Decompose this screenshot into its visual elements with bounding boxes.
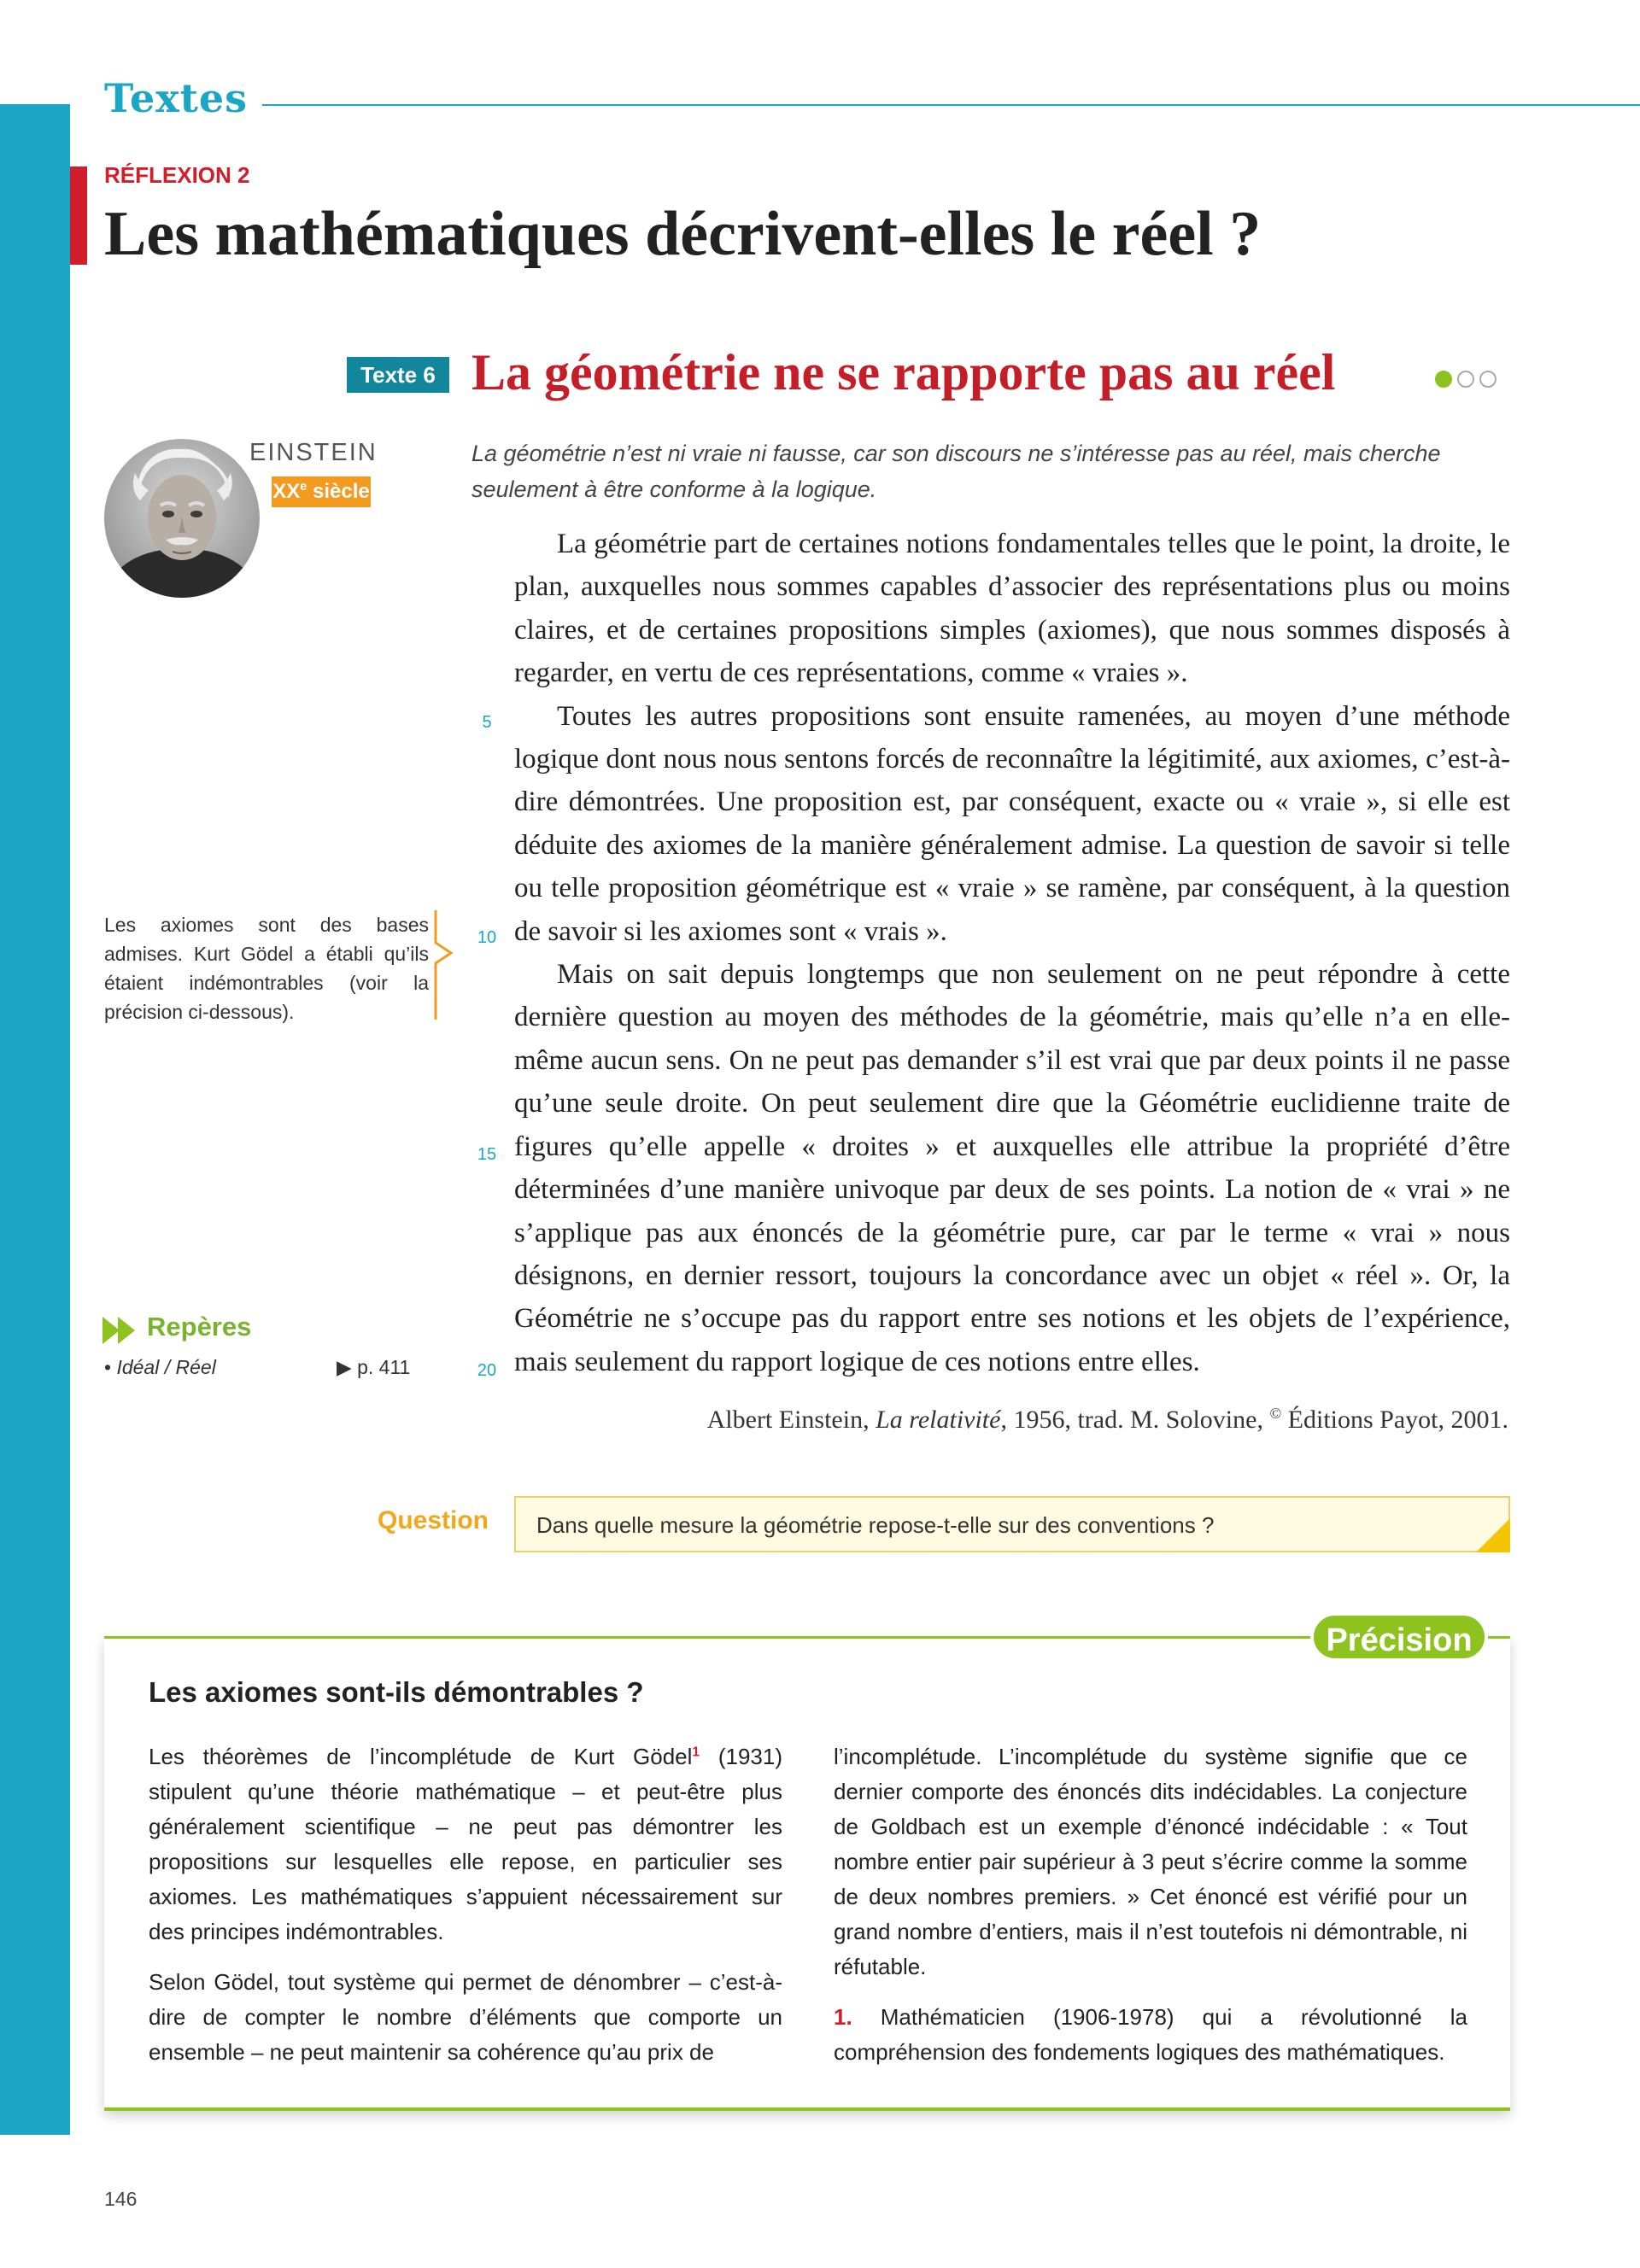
texte-badge: Texte 6 xyxy=(347,357,449,393)
margin-note-bracket-icon xyxy=(434,909,456,1021)
difficulty-dot-3 xyxy=(1479,371,1496,388)
precision-p1-end: (1931) stipulent qu’une théorie mathématique – et peut-être plus généralement scientifique – ne peut pas démontrer les propositions sur lesquelles elle repose, en particulier ses axiomes. Les mathématiques s’appuient nécessairement sur des principes indémontrables. xyxy=(149,1744,782,1944)
question-corner-icon xyxy=(1476,1518,1510,1552)
page-number: 146 xyxy=(104,2188,138,2210)
reperes-page-ref[interactable]: ▶ p. 411 xyxy=(337,1356,411,1378)
reperes-title: Repères xyxy=(147,1312,252,1342)
footnote-number: 1. xyxy=(834,2004,852,2030)
section-title: Textes xyxy=(104,75,249,121)
era-century: XX xyxy=(272,480,301,503)
einstein-portrait-image xyxy=(104,439,260,598)
main-text xyxy=(514,523,1510,1383)
source-citation xyxy=(512,1406,1508,1435)
citation-publisher: Éditions Payot, 2001. xyxy=(1281,1406,1508,1434)
precision-paragraph-1 xyxy=(149,1739,782,1949)
citation-copyright: © xyxy=(1269,1405,1282,1422)
precision-footnote xyxy=(834,2000,1467,2070)
reperes-item: • Idéal / Réel xyxy=(104,1356,216,1378)
era-badge xyxy=(272,476,371,507)
precision-tab: Précision xyxy=(1310,1612,1488,1662)
era-suffix: siècle xyxy=(307,480,370,503)
difficulty-dot-2 xyxy=(1457,371,1474,388)
line-number-5: 5 xyxy=(482,713,492,732)
main-text-paragraph-1: La géométrie part de certaines notions fondamentales telles que le point, la droite, le plan, auxquelles nous sommes capables d’associer des représentations plus ou moins claires, et de certaines propositions simples (axiomes), que nous sommes disposés à regarder, en vertu de ces représentations, comme « vraies ». xyxy=(514,529,1510,689)
reperes-item-label: Idéal / Réel xyxy=(116,1356,216,1378)
section-rule xyxy=(262,104,1640,106)
title-red-marker xyxy=(70,167,87,265)
difficulty-dot-1 xyxy=(1435,371,1452,388)
question-text: Dans quelle mesure la géométrie repose-t-elle sur des conventions ? xyxy=(536,1512,1215,1538)
double-arrow-icon xyxy=(102,1315,144,1346)
main-text-paragraph-3: Mais on sait depuis longtemps que non seulement on ne peut répondre à cette dernière question au moyen des méthodes de la géométrie, mais qu’elle n’a en elle-même aucun sens. On ne peut pas demander s’il est vrai que par deux points il ne passe qu’une seule droite. On peut seulement dire que la Géométrie euclidienne traite de figures qu’elle appelle « droites » et auxquelles elle attribue la propriété d’être déterminées d’une manière univoque par deux de ses points. La notion de « vrai » ne s’applique pas aux énoncés de la géométrie pure, car par le terme « vrai » nous désignons, en dernier ressort, toujours la concordance avec un objet « réel ». Or, la Géométrie ne s’occupe pas du rapport entre ses notions et les objets de l’expérience, mais seulement du rapport logique de ces notions entre elles. xyxy=(514,959,1510,1377)
difficulty-indicator xyxy=(1435,371,1496,389)
precision-column-1 xyxy=(149,1739,782,2085)
line-number-15: 15 xyxy=(477,1145,497,1164)
author-name: EINSTEIN xyxy=(249,439,378,466)
section-header xyxy=(104,75,1640,126)
precision-paragraph-2: Selon Gödel, tout système qui permet de dénombrer – c’est-à-dire de compter le nombre d’éléments que comporte un ensemble – ne peut maintenir sa cohérence qu’au prix de xyxy=(149,1969,782,2065)
citation-details: , 1956, trad. M. Solovine, xyxy=(1000,1406,1270,1434)
precision-box xyxy=(104,1636,1510,2111)
text-abstract: La géométrie n’est ni vraie ni fausse, car son discours ne s’intéresse pas au réel, mais cherche seulement à être conforme à la logique. xyxy=(472,441,1441,502)
era-superscript: e xyxy=(300,480,308,494)
line-number-20: 20 xyxy=(477,1361,497,1380)
main-text-paragraph-2: Toutes les autres propositions sont ensuite ramenées, au moyen d’une méthode logique dont nous nous sentons forcés de reconnaître la légitimité, aux axiomes, c’est-à-dire démontrées. Une proposition est, par conséquent, exacte ou « vraie », si elle est déduite des axiomes de la manière généralement admise. La question de savoir si telle ou telle proposition géométrique est « vraie » se ramène, par conséquent, à la question de savoir si les axiomes sont « vrais ». xyxy=(514,700,1510,947)
margin-note: Les axiomes sont des bases admises. Kurt Gödel a établi qu’ils étaient indémontrables (voir la précision ci-dessous). xyxy=(104,914,429,1023)
precision-heading: Les axiomes sont-ils démontrables ? xyxy=(149,1676,644,1708)
precision-paragraph-2-continued: l’incomplétude. L’incomplétude du système signifie que ce dernier comporte des énoncés dits indécidables. La conjecture de Goldbach est un exemple d’énoncé indécidable : « Tout nombre entier pair supérieur à 3 peut s’écrire comme la somme de deux nombres premiers. » Cet énoncé est vérifié pour un grand nombre d’entiers, mais il n’est toutefois ni démontrable, ni réfutable. xyxy=(834,1744,1467,1979)
author-portrait xyxy=(104,439,260,598)
footnote-ref-1: 1 xyxy=(692,1745,700,1760)
reflexion-label: RÉFLEXION 2 xyxy=(104,162,250,188)
texte-title: La géométrie ne se rapporte pas au réel xyxy=(472,344,1336,400)
page-title: Les mathématiques décrivent-elles le réel ? xyxy=(104,199,1262,269)
citation-work: La relativité xyxy=(876,1406,1001,1434)
footnote-text: Mathématicien (1906-1978) qui a révolutionné la compréhension des fondements logiques des mathématiques. xyxy=(834,2004,1467,2065)
question-box xyxy=(514,1496,1510,1552)
citation-author: Albert Einstein, xyxy=(706,1406,876,1434)
precision-p1-start: Les théorèmes de l’incomplétude de Kurt Gödel xyxy=(149,1744,693,1769)
question-label: Question xyxy=(378,1506,489,1534)
line-number-10: 10 xyxy=(477,928,497,947)
precision-column-2 xyxy=(834,1739,1467,2085)
left-color-bar xyxy=(0,104,70,2135)
